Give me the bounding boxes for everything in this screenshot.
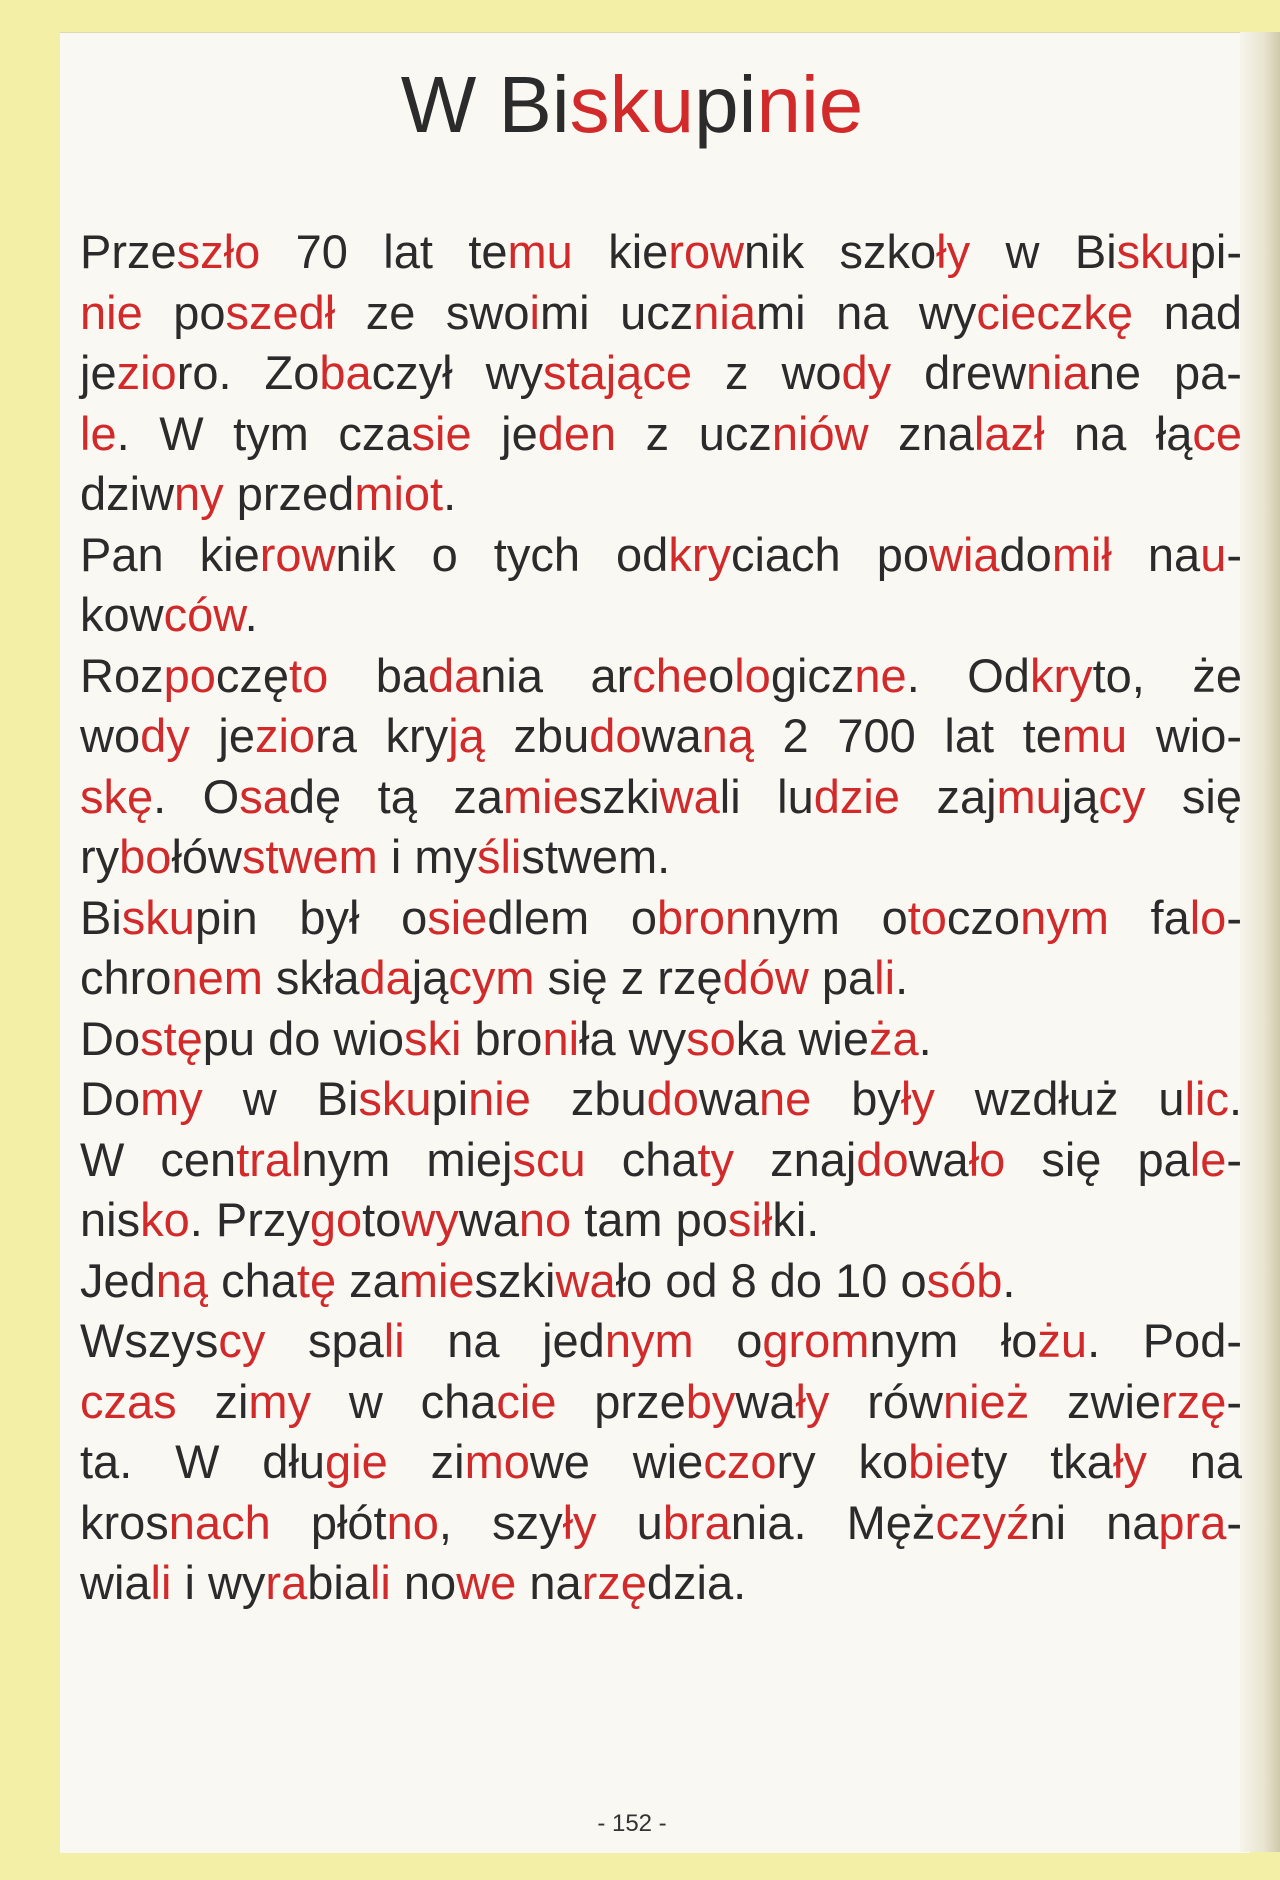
highlighted-syllable: ne xyxy=(854,648,907,702)
highlighted-syllable: nem xyxy=(171,951,263,1004)
highlighted-syllable: wy xyxy=(401,1193,459,1246)
highlighted-syllable: sku xyxy=(1116,225,1190,278)
highlighted-syllable: niów xyxy=(771,406,869,460)
text-line: nie poszedł ze swoimi uczniami na wycieczkę nad xyxy=(80,285,1242,339)
text-line: wiali i wyrabiali nowe narzędzia. xyxy=(80,1556,747,1609)
highlighted-syllable: da xyxy=(359,951,412,1004)
highlighted-syllable: sku xyxy=(121,890,195,944)
highlighted-syllable: sku xyxy=(358,1072,432,1125)
highlighted-syllable: stwem xyxy=(241,830,378,883)
highlighted-syllable: czas xyxy=(80,1374,177,1428)
highlighted-syllable: nież xyxy=(942,1374,1030,1428)
text-line: Rozpoczęto badania archeologiczne. Odkryto, że xyxy=(80,648,1242,702)
highlighted-syllable: ba xyxy=(319,346,372,399)
highlighted-syllable: bra xyxy=(662,1495,731,1549)
highlighted-syllable: by xyxy=(685,1374,736,1428)
highlighted-syllable: sób xyxy=(926,1253,1003,1307)
text-line: skę. Osadę tą zamieszkiwali ludzie zajmujący się xyxy=(80,769,1242,823)
highlighted-syllable: rzę xyxy=(1161,1374,1227,1428)
highlighted-syllable: lo xyxy=(1189,890,1227,944)
highlighted-syllable: wa xyxy=(659,769,720,823)
highlighted-syllable: do xyxy=(646,1072,699,1125)
highlighted-syllable: ną xyxy=(701,709,754,762)
highlighted-syllable: mił xyxy=(1051,527,1112,581)
highlighted-syllable: lazł xyxy=(973,406,1045,460)
highlighted-syllable: row xyxy=(259,527,336,581)
highlighted-syllable: ły xyxy=(900,1072,935,1125)
highlighted-syllable: szło xyxy=(176,225,261,278)
reading-text xyxy=(80,222,1242,1614)
title-syllable: nie xyxy=(756,60,864,149)
highlighted-syllable: gie xyxy=(325,1435,388,1488)
text-line: dziwny przedmiot. xyxy=(80,467,457,520)
highlighted-syllable: zio xyxy=(116,346,177,399)
highlighted-syllable: mie xyxy=(502,769,579,823)
highlighted-syllable: śli xyxy=(476,830,522,883)
highlighted-syllable: mo xyxy=(464,1435,530,1488)
highlighted-syllable: stę xyxy=(140,1011,203,1065)
text-line: Biskupin był osiedlem obronnym otoczonym falo- xyxy=(80,890,1242,944)
highlighted-syllable: tral xyxy=(236,1132,302,1186)
page-edge xyxy=(1240,32,1280,1852)
highlighted-syllable: tę xyxy=(296,1253,337,1307)
highlighted-syllable: dy xyxy=(140,709,190,762)
highlighted-syllable: go xyxy=(309,1193,363,1246)
highlighted-syllable: ją xyxy=(448,709,485,762)
highlighted-syllable: ce xyxy=(1192,406,1242,460)
text-line: ta. W długie zimowe wieczory kobiety tkały na xyxy=(80,1435,1243,1488)
highlighted-syllable: bo xyxy=(119,830,172,883)
text-line: Przeszło 70 lat temu kierownik szkoły w Biskupi- xyxy=(80,225,1243,278)
highlighted-syllable: lic xyxy=(1184,1072,1229,1125)
highlighted-syllable: ski xyxy=(404,1011,462,1065)
highlighted-syllable: cym xyxy=(448,951,535,1004)
highlighted-syllable: ły xyxy=(1112,1435,1147,1488)
highlighted-syllable: sie xyxy=(411,406,472,460)
highlighted-syllable: nym xyxy=(604,1314,694,1367)
page-title: W Biskupinie xyxy=(400,60,864,149)
highlighted-syllable: mu xyxy=(996,769,1062,823)
highlighted-syllable: nym xyxy=(1020,890,1109,944)
highlighted-syllable: do xyxy=(856,1132,909,1186)
highlighted-syllable: ły xyxy=(936,225,971,278)
highlighted-syllable: ni xyxy=(542,1011,580,1065)
highlighted-syllable: cie xyxy=(496,1374,557,1428)
title-syllable: sku xyxy=(569,60,695,149)
highlighted-syllable: dów xyxy=(722,951,809,1004)
highlighted-syllable: ny xyxy=(174,467,224,520)
highlighted-syllable: nie xyxy=(80,285,143,339)
highlighted-syllable: sa xyxy=(239,769,289,823)
highlighted-syllable: rzę xyxy=(581,1556,647,1609)
highlighted-syllable: szedł xyxy=(225,285,336,339)
highlighted-syllable: i xyxy=(529,285,540,339)
highlighted-syllable: nie xyxy=(468,1072,531,1125)
highlighted-syllable: żu xyxy=(1037,1314,1088,1367)
highlighted-syllable: ły xyxy=(562,1495,597,1549)
highlighted-syllable: li xyxy=(150,1556,172,1609)
highlighted-syllable: ża xyxy=(869,1011,919,1065)
text-line: Pan kierownik o tych odkryciach powiadomił nau- xyxy=(80,527,1242,581)
highlighted-syllable: sie xyxy=(427,890,488,944)
highlighted-syllable: nia xyxy=(693,285,756,339)
highlighted-syllable: wa xyxy=(555,1253,616,1307)
highlighted-syllable: mie xyxy=(398,1253,475,1307)
text-line: krosnach płótno, szyły ubrania. Mężczyźni napra- xyxy=(80,1495,1243,1549)
highlighted-syllable: dzie xyxy=(813,769,900,823)
highlighted-syllable: skę xyxy=(80,769,154,823)
highlighted-syllable: lo xyxy=(734,648,771,702)
text-line: le. W tym czasie jeden z uczniów znalazł na łące xyxy=(80,406,1242,460)
highlighted-syllable: ło xyxy=(968,1132,1006,1186)
highlighted-syllable: nia xyxy=(1026,346,1089,399)
text-line: wody jeziora kryją zbudowaną 2 700 lat temu wio- xyxy=(80,709,1243,762)
text-line: nisko. Przygotowywano tam posiłki. xyxy=(80,1193,820,1246)
text-line: jezioro. Zobaczył wystające z wody drewniane pa- xyxy=(80,346,1242,399)
highlighted-syllable: no xyxy=(386,1495,439,1549)
highlighted-syllable: u xyxy=(1200,527,1227,581)
highlighted-syllable: we xyxy=(456,1556,517,1609)
text-line: Domy w Biskupinie zbudowane były wzdłuż ulic. xyxy=(80,1072,1243,1125)
highlighted-syllable: da xyxy=(428,648,481,702)
text-line: chronem składającym się z rzędów pali. xyxy=(80,951,909,1004)
highlighted-syllable: my xyxy=(140,1072,203,1125)
highlighted-syllable: den xyxy=(537,406,617,460)
highlighted-syllable: to xyxy=(907,890,947,944)
highlighted-syllable: dy xyxy=(841,346,892,399)
highlighted-syllable: pra xyxy=(1158,1495,1227,1549)
highlighted-syllable: li xyxy=(874,951,896,1004)
highlighted-syllable: che xyxy=(632,648,709,702)
highlighted-syllable: zio xyxy=(254,709,316,762)
text-line: Jedną chatę zamieszkiwało od 8 do 10 osób. xyxy=(80,1253,1016,1307)
highlighted-syllable: bron xyxy=(657,890,752,944)
highlighted-syllable: so xyxy=(686,1011,736,1065)
highlighted-syllable: ły xyxy=(795,1374,830,1428)
highlighted-syllable: nach xyxy=(168,1495,271,1549)
highlighted-syllable: kry xyxy=(1029,648,1093,702)
highlighted-syllable: po xyxy=(163,648,216,702)
highlighted-syllable: sił xyxy=(727,1193,773,1246)
highlighted-syllable: sta xyxy=(543,346,606,399)
highlighted-syllable: bie xyxy=(908,1435,971,1488)
highlighted-syllable: ne xyxy=(759,1072,812,1125)
highlighted-syllable: ra xyxy=(265,1556,308,1609)
highlighted-syllable: miot xyxy=(354,467,444,520)
highlighted-syllable: li xyxy=(383,1314,405,1367)
highlighted-syllable: grom xyxy=(762,1314,870,1367)
highlighted-syllable: ty xyxy=(697,1132,735,1186)
highlighted-syllable: cy xyxy=(218,1314,266,1367)
highlighted-syllable: czyź xyxy=(935,1495,1030,1549)
text-line: Wszyscy spali na jednym ogromnym łożu. Pod- xyxy=(80,1314,1242,1367)
highlighted-syllable: to xyxy=(289,648,329,702)
highlighted-syllable: jące xyxy=(605,346,692,399)
highlighted-syllable: cieczkę xyxy=(976,285,1134,339)
highlighted-syllable: scu xyxy=(512,1132,586,1186)
highlighted-syllable: li xyxy=(369,1556,391,1609)
highlighted-syllable: ko xyxy=(140,1193,190,1246)
highlighted-syllable: mu xyxy=(507,225,573,278)
highlighted-syllable: czo xyxy=(703,1435,777,1488)
text-line: Dostępu do wioski broniła wysoka wieża. xyxy=(80,1011,932,1065)
text-line: rybołówstwem i myślistwem. xyxy=(80,830,671,883)
highlighted-syllable: kry xyxy=(668,527,731,581)
highlighted-syllable: mu xyxy=(1061,709,1128,762)
highlighted-syllable: wia xyxy=(929,527,1000,581)
highlighted-syllable: le xyxy=(1189,1132,1227,1186)
text-line: kowców. xyxy=(80,588,258,641)
highlighted-syllable: ców xyxy=(163,588,245,641)
highlighted-syllable: ną xyxy=(155,1253,209,1307)
highlighted-syllable: cy xyxy=(1098,769,1146,823)
highlighted-syllable: my xyxy=(248,1374,312,1428)
highlighted-syllable: do xyxy=(589,709,642,762)
text-line: czas zimy w chacie przebywały również zwierzę- xyxy=(80,1374,1242,1428)
highlighted-syllable: le xyxy=(80,406,117,460)
text-line: W centralnym miejscu chaty znajdowało się pale- xyxy=(80,1132,1242,1186)
highlighted-syllable: no xyxy=(518,1193,572,1246)
highlighted-syllable: row xyxy=(668,225,745,278)
page-number: - 152 - xyxy=(597,1810,667,1837)
